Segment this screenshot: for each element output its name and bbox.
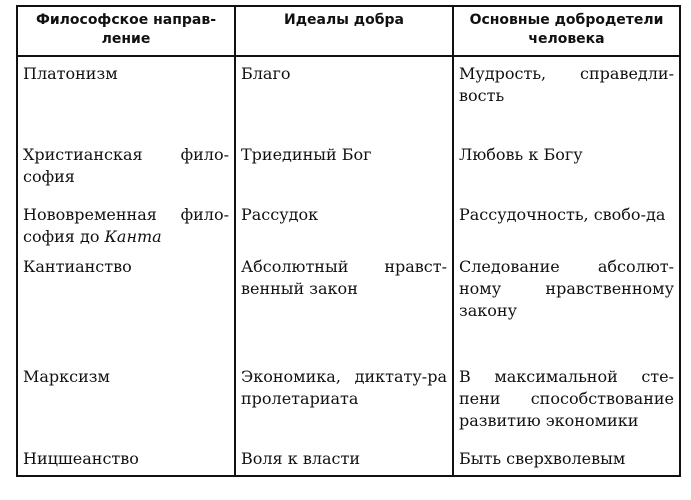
philosophy-virtues-table xyxy=(16,5,681,477)
kant-name: Канта xyxy=(104,227,162,246)
cell-ideal: Триединый Бог xyxy=(235,144,453,204)
header-virtues: Основные добродетели человека xyxy=(453,6,680,56)
cell-ideal: Абсолютный нравст-венный закон xyxy=(235,256,453,366)
table-row xyxy=(17,366,680,446)
table-row xyxy=(17,144,680,204)
table-row xyxy=(17,446,680,476)
header-ideals: Идеалы добра xyxy=(235,6,453,56)
header-direction: Философское направ-ление xyxy=(17,6,235,56)
cell-direction: Христианская фило-софия xyxy=(17,144,235,204)
cell-direction xyxy=(17,204,235,256)
table-row xyxy=(17,204,680,256)
cell-ideal: Благо xyxy=(235,56,453,144)
cell-virtues: Рассудочность, свобо-да xyxy=(453,204,680,256)
cell-direction: Марксизм xyxy=(17,366,235,446)
cell-virtues: Следование абсолют-ному нравственному закону xyxy=(453,256,680,366)
direction-text: Нововременная фило-софия до xyxy=(23,205,229,246)
cell-virtues: Любовь к Богу xyxy=(453,144,680,204)
cell-virtues: Мудрость, справедли-вость xyxy=(453,56,680,144)
table-row xyxy=(17,56,680,144)
cell-ideal: Рассудок xyxy=(235,204,453,256)
table-header xyxy=(17,6,680,56)
cell-virtues: Быть сверхволевым xyxy=(453,446,680,476)
header-row xyxy=(17,6,680,56)
table-body xyxy=(17,56,680,476)
cell-virtues: В максимальной сте-пени способствование развитию экономики xyxy=(453,366,680,446)
ethics-table-container xyxy=(16,5,679,477)
table-row xyxy=(17,256,680,366)
cell-direction: Платонизм xyxy=(17,56,235,144)
cell-ideal: Экономика, диктату-ра пролетариата xyxy=(235,366,453,446)
cell-ideal: Воля к власти xyxy=(235,446,453,476)
cell-direction: Кантианство xyxy=(17,256,235,366)
cell-direction: Ницшеанство xyxy=(17,446,235,476)
